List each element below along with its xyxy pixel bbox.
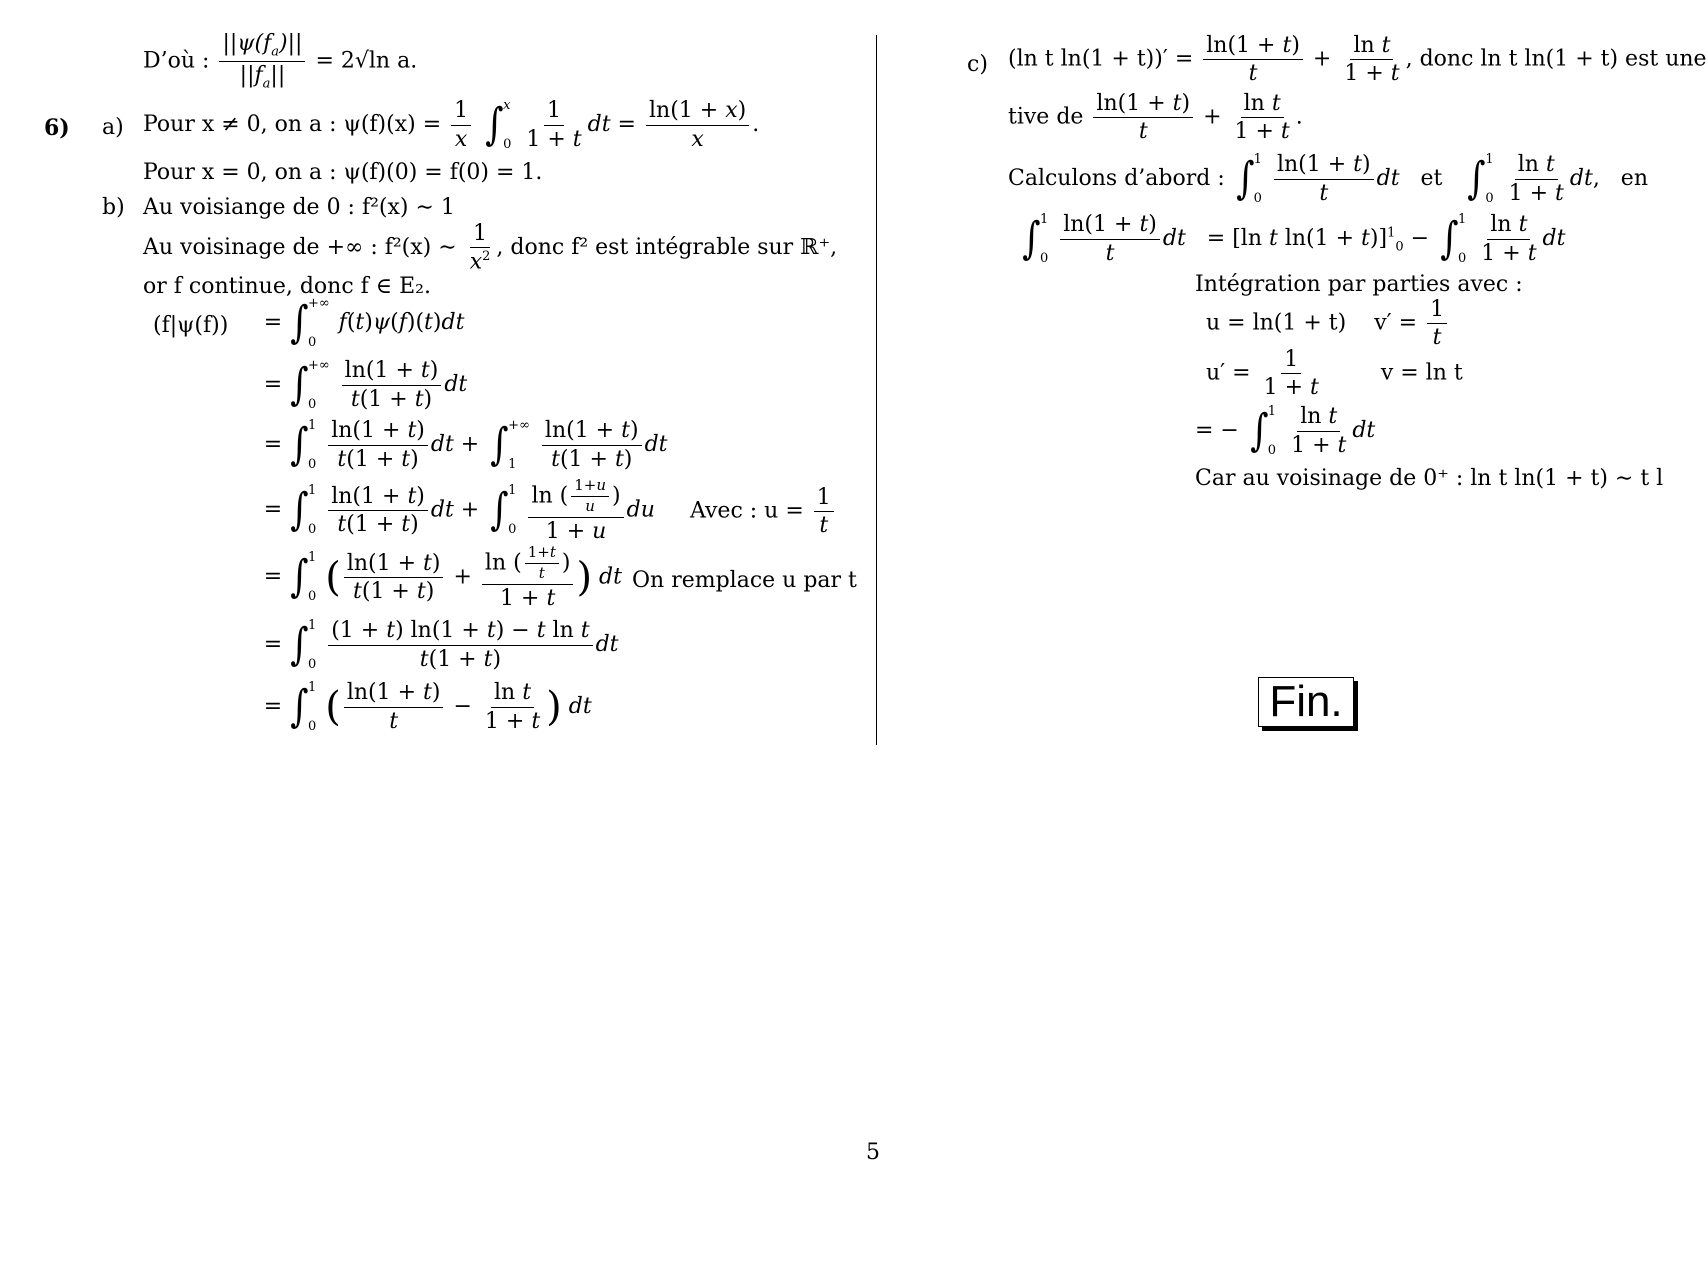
vprime-def: v′ = bbox=[1374, 310, 1418, 336]
part-c-line2-start: tive de bbox=[1008, 104, 1084, 130]
part-b-line2-end: , donc f² est intégrable sur ℝ⁺, bbox=[496, 234, 838, 260]
replace-note: On remplace u par t bbox=[632, 568, 857, 593]
derivation-step-6: = ∫ 1 0 $\frac{\text{(1 + t) ln(1 + t) − t ln t}}{t(1 + t)}$ dt bbox=[263, 618, 619, 672]
part-b-line1: Au voisiange de 0 : f²(x) ∼ 1 bbox=[143, 195, 455, 220]
part-c-derivative: (ln t ln(1 + t))′ = bbox=[1008, 46, 1194, 72]
derivation-step-5: = ∫ 1 0 ( $\frac{\ln(1 + t)}{t(1 + t)}$ + ln ( $\frac{1+t}{t}$ ) 1 + t ) dt bbox=[263, 543, 622, 611]
uprime-v-line: u′ = $\frac{1}{1 + t}$ v = ln t bbox=[1206, 347, 1463, 401]
u-def: u = ln(1 + t) bbox=[1206, 310, 1347, 336]
part-a-label: a) bbox=[102, 115, 124, 140]
derivation-step-3: = ∫ 1 0 $\frac{\ln(1 + t)}{t(1 + t)}$ dt + ∫ +∞ 1 $\frac{\ln(1 + t)}{t(1 + t)}$ dt bbox=[263, 418, 668, 472]
part-c-line1: (ln t ln(1 + t))′ = $\frac{\ln(1 + t)}{t}$ + $\frac{\text{ln t}}{1 + t}$ , donc ln t ln(1 + t) est une bbox=[1008, 33, 1707, 87]
part-c-line1-end: , donc ln t ln(1 + t) est une bbox=[1405, 46, 1707, 72]
part-a-line1: Pour x ≠ 0, on a : ψ(f)(x) = $\frac{1}{x}$ ∫ x 0 $\frac{1}{1 + t}$ dt = $\frac{\ln(1 + x)}{x}$ . bbox=[143, 98, 760, 152]
norm-ratio: $\frac{||\psi(f_a)||}{||f_a||}$ bbox=[219, 32, 305, 91]
u-vprime-line: u = ln(1 + t) v′ = $\frac{1}{t}$ bbox=[1206, 298, 1450, 349]
derivation-step-4: = ∫ 1 0 $\frac{\ln(1 + t)}{t(1 + t)}$ dt + ∫ 1 0 ln ( $\frac{1+u}{u}$ ) 1 + u du bbox=[263, 476, 655, 544]
dou-result: = 2√ln a. bbox=[315, 48, 418, 74]
part-b-label: b) bbox=[102, 195, 125, 220]
part-c-label: c) bbox=[967, 52, 988, 77]
inner-product-label: (f|ψ(f)) bbox=[153, 313, 229, 338]
part-c-line2: tive de $\frac{\ln(1 + t)}{t}$ + $\frac{\text{ln t}}{1 + t}$ . bbox=[1008, 91, 1303, 145]
dou-line bbox=[143, 32, 417, 91]
part-b-line2: Au voisinage de +∞ : f²(x) ∼ $\frac{1}{x^2}$ , donc f² est intégrable sur ℝ⁺, bbox=[143, 221, 838, 275]
calculons-line: Calculons d’abord : ∫ 1 0 $\frac{\ln(1 + t)}{t}$ dt et ∫ 1 0 $\frac{\text{ln t}}{1 + t}$ dt, en bbox=[1008, 152, 1648, 206]
page-number: 5 bbox=[866, 1140, 880, 1165]
part-b-line3: or f continue, donc f ∈ E₂. bbox=[143, 274, 431, 299]
car-line: Car au voisinage de 0⁺ : ln t ln(1 + t) ∼ t l bbox=[1195, 466, 1664, 491]
derivation-step-7: = ∫ 1 0 ( $\frac{\ln(1 + t)}{t}$ − $\frac{\text{ln t}}{1 + t}$ ) dt bbox=[263, 680, 592, 734]
part-a-text: Pour x ≠ 0, on a : ψ(f)(x) = bbox=[143, 112, 442, 137]
v-def: v = ln t bbox=[1380, 360, 1463, 386]
avec-text: Avec : u = bbox=[690, 498, 804, 524]
dou-label: D’où : bbox=[143, 48, 210, 74]
et-text: et bbox=[1420, 166, 1443, 191]
column-divider bbox=[876, 35, 877, 745]
en-text: en bbox=[1620, 166, 1648, 191]
part-a-line2: Pour x = 0, on a : ψ(f)(0) = f(0) = 1. bbox=[143, 160, 543, 185]
ipp-line: ∫ 1 0 $\frac{\ln(1 + t)}{t}$ dt = [ln t ln(1 + t)]$^1_0$ − ∫ 1 0 $\frac{\text{ln t}}{1 + t}$ dt bbox=[1022, 212, 1566, 266]
problem-number: 6) bbox=[44, 115, 70, 141]
fin-box: Fin. bbox=[1258, 677, 1354, 727]
calculons-text: Calculons d’abord : bbox=[1008, 166, 1225, 191]
integral-sign: ∫ x 0 bbox=[485, 98, 512, 152]
derivation-step-1: = ∫ +∞ 0 f(t)ψ(f)(t)dt bbox=[263, 296, 465, 350]
substitution-note: Avec : u = $\frac{1}{t}$ bbox=[690, 486, 837, 537]
ipp-result: = − ∫ 1 0 $\frac{\text{ln t}}{1 + t}$ dt bbox=[1195, 404, 1376, 458]
uprime-def: u′ = bbox=[1206, 360, 1251, 386]
part-b-line2-start: Au voisinage de +∞ : f²(x) ∼ bbox=[143, 234, 457, 260]
integration-parties: Intégration par parties avec : bbox=[1195, 272, 1523, 297]
derivation-step-2: = ∫ +∞ 0 $\frac{\ln(1 + t)}{t(1 + t)}$ dt bbox=[263, 358, 468, 412]
